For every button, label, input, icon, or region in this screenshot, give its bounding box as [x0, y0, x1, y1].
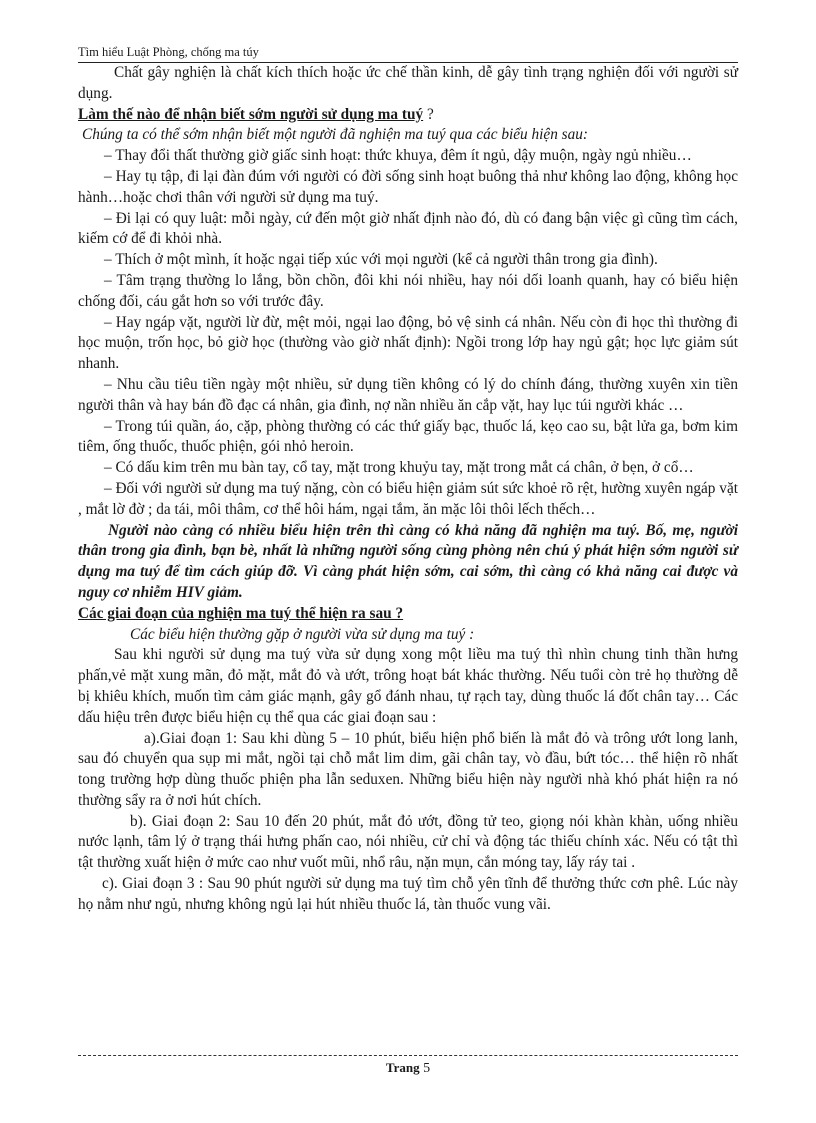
document-body	[78, 63, 738, 916]
page-number: 5	[423, 1061, 431, 1076]
section1-heading: Làm thế nào để nhận biết sớm người sử dụng ma tuý	[78, 105, 424, 123]
section1-heading-suffix: ?	[423, 105, 434, 123]
section1-intro: Chúng ta có thể sớm nhận biết một người đã nghiện ma tuý qua các biểu hiện sau:	[82, 126, 589, 144]
footer-divider	[78, 1055, 738, 1056]
stage-1-paragraph: a).Giai đoạn 1: Sau khi dùng 5 – 10 phút, biểu hiện phổ biến là mắt đỏ và trông ướt long lanh, sau đó chuyển qua sụp mi mắt, ngồi tại chỗ mắt lim dim, gãi chân tay, vò đầu, bứt tóc… thể hiện rõ nhất tong trường hợp dùng thuốc phiện pha lẫn seduxen. Những biểu hiện này người nhà khó phát hiện ra nó thường sẩy ra ở nơi hút chích.	[78, 729, 738, 809]
list-item: – Đối với người sử dụng ma tuý nặng, còn có biểu hiện giảm sút sức khoẻ rõ rệt, hường xuyên ngáp vặt , mắt lờ đờ ; da tái, môi thâm, cơ thể hôi hám, ngại tắm, ăn mặc lôi thôi lếch thếch…	[78, 479, 738, 518]
opening-paragraph: Chất gây nghiện là chất kích thích hoặc ức chế thần kinh, dễ gây tình trạng nghiện đối với người sử dụng.	[78, 64, 738, 102]
list-item: – Thay đổi thất thường giờ giấc sinh hoạt: thức khuya, đêm ít ngủ, dậy muộn, ngày ngủ nhiều…	[104, 147, 692, 165]
list-item: – Thích ở một mình, ít hoặc ngại tiếp xúc với mọi người (kể cả người thân trong gia đình).	[104, 251, 658, 269]
page-label: Trang	[385, 1060, 420, 1075]
section1-conclusion: Người nào càng có nhiều biểu hiện trên thì càng có khả năng đã nghiện ma tuý. Bố, mẹ, người thân trong gia đình, bạn bè, nhất là những người sống cùng phòng nên chú ý phát hiện sớm người sử dụng ma tuý để tìm cách giúp đỡ. Vì càng phát hiện sớm, cai sớm, thì càng có khả năng cai được và nguy cơ nhiễm HIV giảm.	[78, 521, 738, 601]
list-item: – Có dấu kim trên mu bàn tay, cổ tay, mặt trong khuỷu tay, mặt trong mắt cá chân, ở bẹn, ở cổ…	[104, 459, 694, 477]
section2-heading: Các giai đoạn của nghiện ma tuý thể hiện ra sau ?	[78, 604, 404, 622]
running-header: Tìm hiểu Luật Phòng, chống ma túy	[78, 44, 738, 63]
list-item: – Đi lại có quy luật: mỗi ngày, cứ đến một giờ nhất định nào đó, dù có đang bận việc gì cũng tìm cách, kiếm cớ để đi khỏi nhà.	[78, 209, 738, 248]
list-item: – Hay ngáp vặt, người lừ đừ, mệt mỏi, ngại lao động, bỏ vệ sinh cá nhân. Nếu còn đi học thì thường đi học muộn, trốn học, bỏ giờ học (thường vào giờ nhất định): Ngồi trong lớp hay ngủ gật; học lực giảm sút nhanh.	[78, 313, 738, 373]
section2-heading-line	[78, 604, 738, 625]
section1-heading-line	[78, 105, 738, 126]
list-item: – Tâm trạng thường lo lắng, bồn chồn, đôi khi nói nhiều, hay nói dối loanh quanh, hay có biểu hiện chống đối, cáu gắt hơn so với trước đây.	[78, 271, 738, 310]
list-item: – Nhu cầu tiêu tiền ngày một nhiều, sử dụng tiền không có lý do chính đáng, thường xuyên xin tiền người thân và hay bán đồ đạc cá nhân, gia đình, nợ nần nhiều ăn cắp vặt, hay lục túi người khác …	[78, 375, 738, 414]
list-item: – Trong túi quần, áo, cặp, phòng thường có các thứ giấy bạc, thuốc lá, kẹo cao su, bật lửa ga, bơm kim tiêm, ống thuốc, thuốc phiện, gói nhỏ heroin.	[78, 417, 738, 456]
section2-paragraph: Sau khi người sử dụng ma tuý vừa sử dụng xong một liều ma tuý thì nhìn chung tinh thần hưng phấn,vẻ mặt xung mãn, đỏ mặt, mắt đỏ và ướt, trông hoạt bát khác thường. Nếu tuổi còn trẻ họ thường dễ bị khiêu khích, muốn tìm cảm giác mạnh, gây gổ đánh nhau, tự rạch tay, dùng thuốc lá đốt chân tay… Các dấu hiệu trên được biểu hiện cụ thể qua các giai đoạn sau :	[78, 646, 738, 726]
section2-intro: Các biểu hiện thường gặp ở người vừa sử dụng ma tuý :	[130, 625, 475, 643]
stage-3-paragraph: c). Giai đoạn 3 : Sau 90 phút người sử dụng ma tuý tìm chỗ yên tĩnh để thưởng thức cơn phê. Lúc này họ nằm như ngủ, nhưng không ngủ lại hút nhiều thuốc lá, tàn thuốc vung vãi.	[78, 875, 738, 913]
stage-2-paragraph: b). Giai đoạn 2: Sau 10 đến 20 phút, mắt đỏ ướt, đồng tử teo, giọng nói khàn khàn, uống nhiều nước lạnh, tâm lý ở trạng thái hưng phấn cao, nói nhiều, cử chỉ và động tác thiếu chính xác. Nếu có tật thì tật thường xuất hiện ở mức cao như vuốt mũi, nhổ râu, nặn mụn, cắn móng tay, lấy ráy tai .	[78, 812, 738, 872]
page-footer	[78, 1060, 738, 1077]
list-item: – Hay tụ tập, đi lại đàn đúm với người có đời sống sinh hoạt buông thả như không lao động, không học hành…hoặc chơi thân với người sử dụng ma tuý.	[78, 167, 738, 206]
document-page	[78, 44, 738, 916]
